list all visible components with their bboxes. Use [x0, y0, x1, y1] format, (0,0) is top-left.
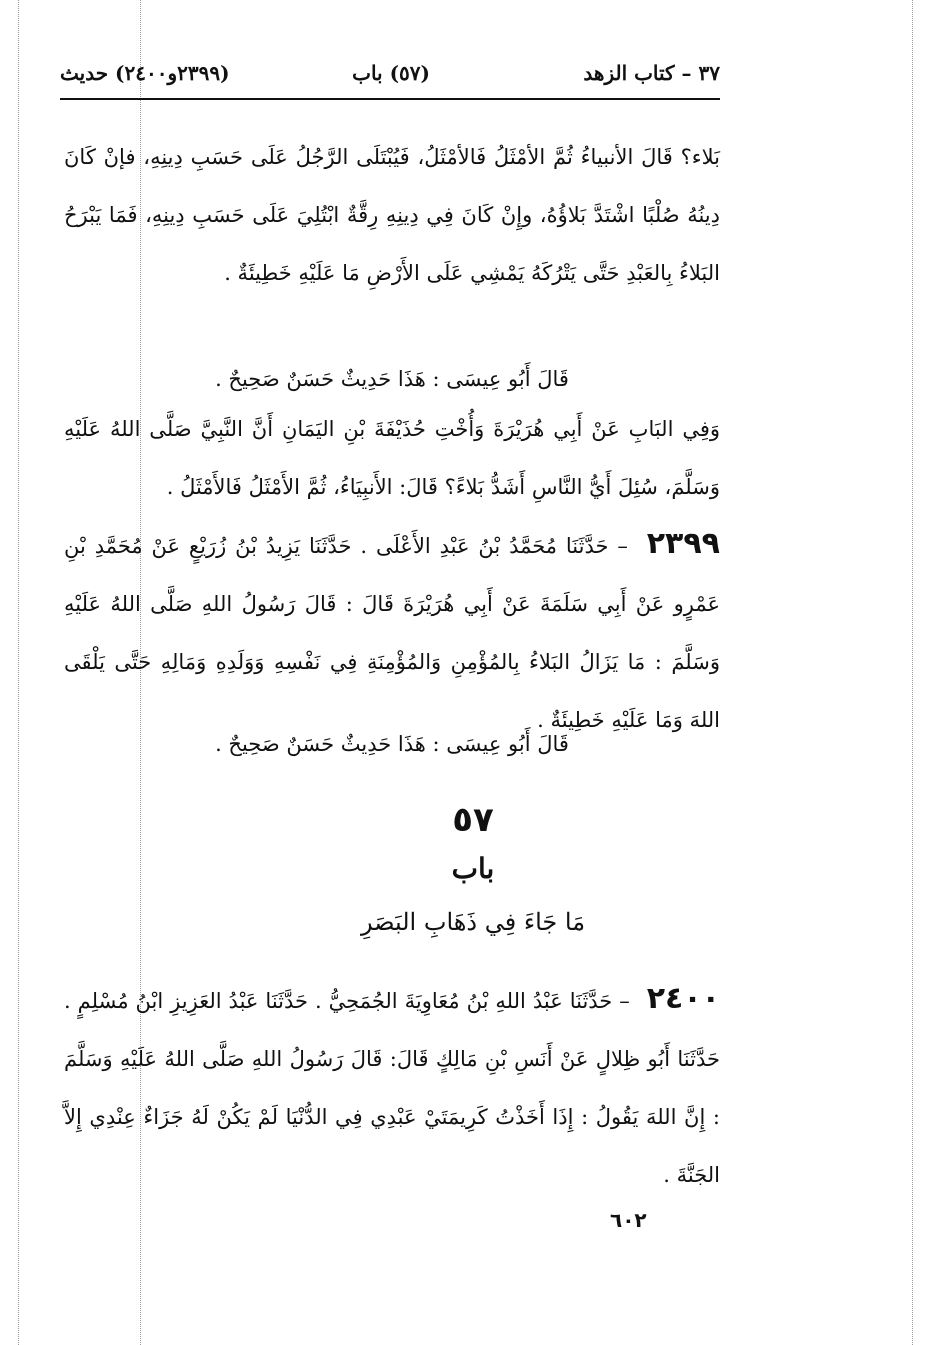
- scan-margin-line-right: [912, 0, 913, 1345]
- header-rule: [60, 98, 720, 100]
- header-book-title: ٣٧ – كتاب الزهد: [583, 61, 720, 85]
- hadith-number-2400: ٢٤٠٠: [646, 981, 720, 1016]
- hadith-2399: [64, 515, 720, 749]
- running-header: [60, 55, 720, 95]
- page-number: ٦٠٢: [610, 1208, 647, 1232]
- hadith-2400-text: – حَدَّثَنَا عَبْدُ اللهِ بْنُ مُعَاوِيَةَ الجُمَحِيُّ . حَدَّثَنَا عَبْدُ العَزِيزِ ابْنُ مُسْلِمٍ . حَدَّثَنَا أَبُو ظِلالٍ عَنْ أَنَسِ بْنِ مَالِكٍ قَالَ: قَالَ رَسُولُ اللهِ صَلَّى اللهُ عَلَيْهِ وَسَلَّمَ : إِنَّ اللهَ يَقُولُ : إِذَا أَخَذْتُ كَرِيمَتَيْ عَبْدِي فِي الدُّنْيَا لَمْ يَكُنْ لَهُ جَزَاءٌ عِنْدِي إِلاَّ الجَنَّةَ .: [64, 989, 720, 1187]
- paragraph-abu-isa-grading-1: قَالَ أَبُو عِيسَى : هَذَا حَدِيثٌ حَسَنٌ صَحِيحٌ .: [215, 367, 569, 391]
- hadith-2400: [64, 970, 720, 1204]
- paragraph-fi-al-bab: وَفِي البَابِ عَنْ أَبِي هُرَيْرَةَ وَأُخْتِ حُذَيْفَةَ بْنِ اليَمَانِ أَنَّ النَّبِيَّ صَلَّى اللهُ عَلَيْهِ وَسَلَّمَ، سُئِلَ أَيُّ النَّاسِ أَشَدُّ بَلاءً؟ قَالَ: الأَنبِيَاءُ، ثُمَّ الأَمْثَلُ فَالأَمْثَلُ .: [64, 417, 720, 499]
- paragraph-abu-isa-grading-2: قَالَ أَبُو عِيسَى : هَذَا حَدِيثٌ حَسَنٌ صَحِيحٌ .: [215, 732, 569, 756]
- scan-margin-line-left: [18, 0, 19, 1345]
- header-hadith-range: (٢٣٩٩و٢٤٠٠) حديث: [60, 61, 230, 85]
- chapter-label: باب: [451, 852, 495, 885]
- chapter-title: مَا جَاءَ فِي ذَهَابِ البَصَرِ: [360, 908, 586, 936]
- header-chapter: (٥٧) باب: [352, 61, 430, 85]
- paragraph-continuation: بَلاء؟ قَالَ الأنبياءُ ثُمَّ الأمْثَلُ فَالأمْثَلُ، فَيُبْتَلَى الرَّجُلُ عَلَى حَسَبِ دِينِهِ، فإنْ كَانَ دِينُهُ صُلْبًا اشْتَدَّ بَلاؤُهُ، وإِنْ كَانَ فِي دِينِهِ رِقَّةٌ ابْتُلِيَ عَلَى حَسَبِ دِينِهِ، فَمَا يَبْرَحُ البَلاءُ بِالعَبْدِ حَتَّى يَتْرُكَهُ يَمْشِي عَلَى الأَرْضِ مَا عَلَيْهِ خَطِيئَةٌ .: [64, 145, 720, 285]
- hadith-number-2399: ٢٣٩٩: [646, 526, 720, 561]
- chapter-number: ٥٧: [452, 800, 494, 840]
- hadith-2399-text: – حَدَّثَنَا مُحَمَّدُ بْنُ عَبْدِ الأَعْلَى . حَدَّثَنَا يَزِيدُ بْنُ زُرَيْعٍ عَنْ مُحَمَّدِ بْنِ عَمْرٍو عَنْ أَبِي سَلَمَةَ عَنْ أَبِي هُرَيْرَةَ قَالَ : قَالَ رَسُولُ اللهِ صَلَّى اللهُ عَلَيْهِ وَسَلَّمَ : مَا يَزَالُ البَلاءُ بِالمُؤْمِنِ وَالمُؤْمِنَةِ فِي نَفْسِهِ وَوَلَدِهِ وَمَالِهِ حَتَّى يَلْقَى اللهَ وَمَا عَلَيْهِ خَطِيئَةٌ .: [64, 534, 720, 732]
